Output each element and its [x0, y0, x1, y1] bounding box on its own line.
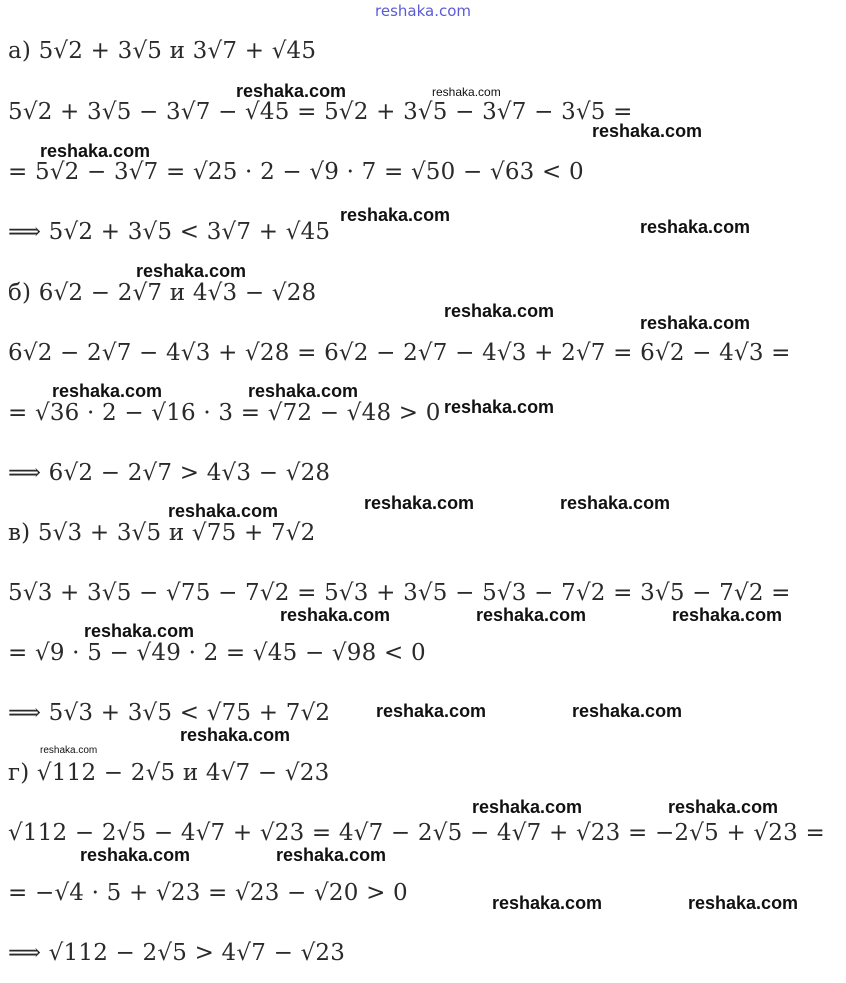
task-g-conclusion: ⟹ √112 − 2√5 > 4√7 − √23	[8, 940, 346, 966]
watermark: reshaka.com	[168, 501, 279, 521]
watermark: reshaka.com	[432, 85, 501, 99]
watermark: reshaka.com	[476, 605, 587, 625]
watermark: reshaka.com	[592, 121, 703, 141]
watermark: reshaka.com	[364, 493, 475, 513]
task-v-step-1: 5√3 + 3√5 − √75 − 7√2 = 5√3 + 3√5 − 5√3 − 7√2 = 3√5 − 7√2 =	[8, 580, 791, 606]
watermark: reshaka.com	[640, 217, 751, 237]
task-a-statement: а) 5√2 + 3√5 и 3√7 + √45	[8, 38, 317, 64]
task-b-step-1: 6√2 − 2√7 − 4√3 + √28 = 6√2 − 2√7 − 4√3 + 2√7 = 6√2 − 4√3 =	[8, 340, 791, 366]
watermark: reshaka.com	[560, 493, 671, 513]
task-a-step-2: = 5√2 − 3√7 = √25 · 2 − √9 · 7 = √50 − √63 < 0	[8, 159, 584, 185]
watermark: reshaka.com	[80, 845, 191, 865]
task-g-step-1: √112 − 2√5 − 4√7 + √23 = 4√7 − 2√5 − 4√7 + √23 = −2√5 + √23 =	[8, 820, 825, 846]
task-g-statement: г) √112 − 2√5 и 4√7 − √23	[8, 760, 330, 786]
task-v-step-2: = √9 · 5 − √49 · 2 = √45 − √98 < 0	[8, 640, 426, 666]
watermark: reshaka.com	[492, 893, 603, 913]
watermark: reshaka.com	[444, 301, 555, 321]
watermark: reshaka.com	[472, 797, 583, 817]
task-a-step-1: 5√2 + 3√5 − 3√7 − √45 = 5√2 + 3√5 − 3√7 − 3√5 =	[8, 99, 633, 125]
task-v-statement: в) 5√3 + 3√5 и √75 + 7√2	[8, 520, 316, 546]
watermark: reshaka.com	[688, 893, 799, 913]
task-v-conclusion: ⟹ 5√3 + 3√5 < √75 + 7√2	[8, 700, 331, 726]
watermark: reshaka.com	[376, 701, 487, 721]
watermark: reshaka.com	[52, 381, 163, 401]
watermark: reshaka.com	[84, 621, 195, 641]
task-b-statement: б) 6√2 − 2√7 и 4√3 − √28	[8, 280, 317, 306]
task-b-step-2: = √36 · 2 − √16 · 3 = √72 − √48 > 0	[8, 400, 441, 426]
watermark: reshaka.com	[40, 745, 98, 756]
task-a-conclusion: ⟹ 5√2 + 3√5 < 3√7 + √45	[8, 219, 331, 245]
watermark: reshaka.com	[280, 605, 391, 625]
watermark: reshaka.com	[340, 205, 451, 225]
watermark: reshaka.com	[136, 261, 247, 281]
watermark: reshaka.com	[40, 141, 151, 161]
watermark: reshaka.com	[444, 397, 555, 417]
watermark: reshaka.com	[248, 381, 359, 401]
task-b-conclusion: ⟹ 6√2 − 2√7 > 4√3 − √28	[8, 460, 331, 486]
watermark: reshaka.com	[668, 797, 779, 817]
watermark: reshaka.com	[276, 845, 387, 865]
site-header-link[interactable]: reshaka.com	[375, 2, 471, 20]
watermark: reshaka.com	[672, 605, 783, 625]
watermark: reshaka.com	[180, 725, 291, 745]
task-g-step-2: = −√4 · 5 + √23 = √23 − √20 > 0	[8, 880, 408, 906]
watermark: reshaka.com	[236, 81, 347, 101]
watermark: reshaka.com	[640, 313, 751, 333]
watermark: reshaka.com	[572, 701, 683, 721]
